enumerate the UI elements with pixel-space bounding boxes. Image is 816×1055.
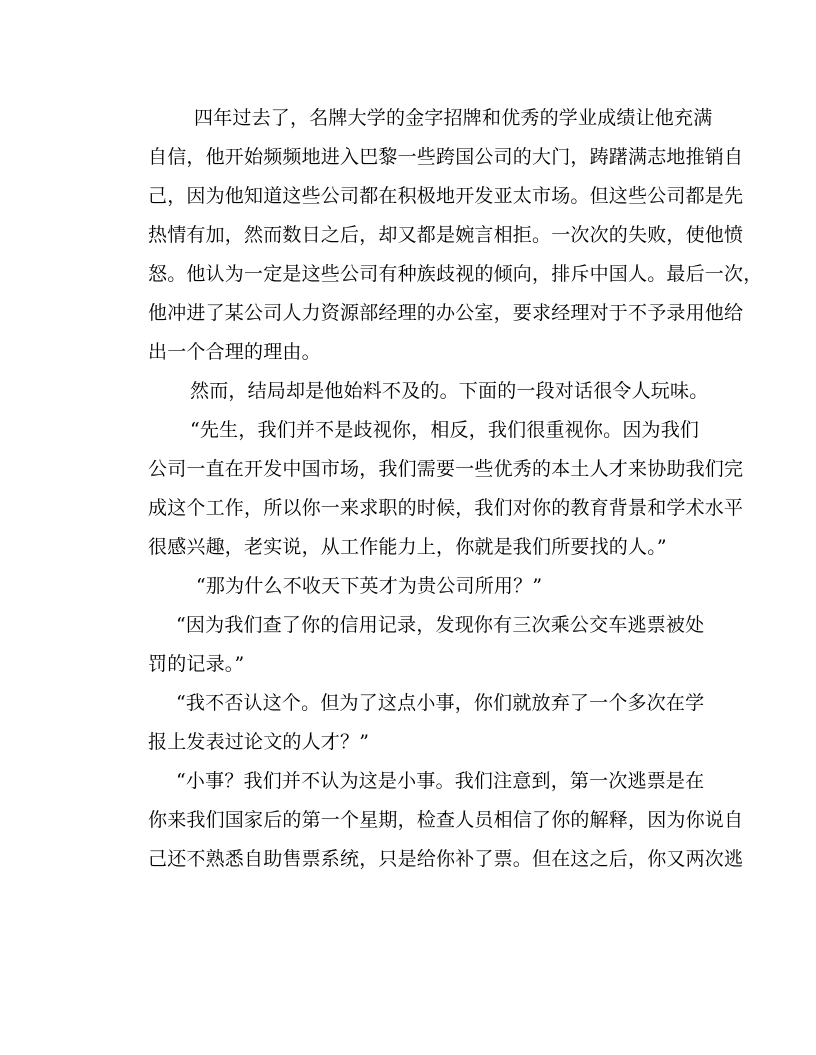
text-line: 己，因为他知道这些公司都在积极地开发亚太市场。但这些公司都是先 <box>148 185 744 207</box>
text-line: 然而，结局却是他始料不及的。下面的一段对话很令人玩味。 <box>190 380 709 402</box>
text-line: 四年过去了，名牌大学的金字招牌和优秀的学业成绩让他充满 <box>194 107 713 129</box>
text-line: “先生，我们并不是歧视你，相反，我们很重视你。因为我们 <box>190 419 700 441</box>
text-line: 很感兴趣，老实说，从工作能力上，你就是我们所要找的人。” <box>148 536 667 558</box>
text-line: 他冲进了某公司人力资源部经理的办公室，要求经理对于不予录用他给 <box>148 302 744 324</box>
text-line: 报上发表过论文的人才？” <box>148 731 370 753</box>
text-line: “小事？我们并不认为这是小事。我们注意到，第一次逃票是在 <box>176 770 705 792</box>
text-line: 公司一直在开发中国市场，我们需要一些优秀的本土人才来协助我们完 <box>148 458 744 480</box>
text-line: 成这个工作，所以你一来求职的时候，我们对你的教育背景和学术水平 <box>148 497 744 519</box>
text-line: 己还不熟悉自助售票系统，只是给你补了票。但在这之后，你又两次逃 <box>148 848 744 870</box>
text-line: “我不否认这个。但为了这点小事，你们就放弃了一个多次在学 <box>176 692 705 714</box>
text-line: 怒。他认为一定是这些公司有种族歧视的倾向，排斥中国人。最后一次， <box>148 263 763 285</box>
text-line: 你来我们国家后的第一个星期，检查人员相信了你的解释，因为你说自 <box>148 809 744 831</box>
text-line: 自信，他开始频频地进入巴黎一些跨国公司的大门，踌躇满志地推销自 <box>148 146 744 168</box>
text-line: “因为我们查了你的信用记录，发现你有三次乘公交车逃票被处 <box>176 614 705 636</box>
text-line: 罚的记录。” <box>148 653 245 675</box>
text-line: 出一个合理的理由。 <box>148 341 321 363</box>
text-line: “那为什么不收天下英才为贵公司所用？” <box>196 575 543 597</box>
text-line: 热情有加，然而数日之后，却又都是婉言相拒。一次次的失败，使他愤 <box>148 224 744 246</box>
